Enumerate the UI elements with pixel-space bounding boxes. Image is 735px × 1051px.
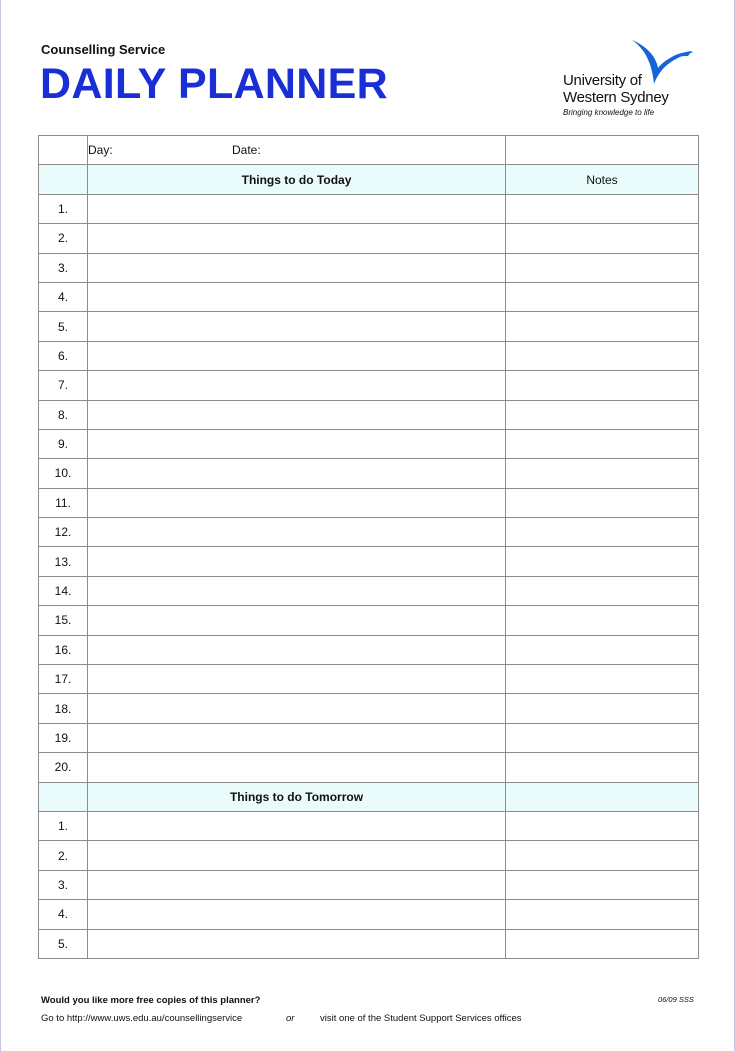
- today-task-cell[interactable]: [88, 371, 506, 400]
- table-row: [39, 429, 699, 458]
- footer-visit: visit one of the Student Support Services offices: [320, 1013, 522, 1024]
- today-row-number: 15.: [39, 606, 88, 635]
- tomorrow-row-number: 4.: [39, 900, 88, 929]
- footer-link[interactable]: Go to http://www.uws.edu.au/counsellingservice: [41, 1013, 243, 1024]
- day-date-row: [39, 136, 699, 165]
- today-header: Things to do Today: [88, 165, 506, 194]
- tomorrow-task-cell[interactable]: [88, 841, 506, 870]
- today-task-cell[interactable]: [88, 282, 506, 311]
- table-row: [39, 606, 699, 635]
- today-notes-cell[interactable]: [506, 459, 699, 488]
- today-task-cell[interactable]: [88, 312, 506, 341]
- today-task-cell[interactable]: [88, 723, 506, 752]
- today-notes-cell[interactable]: [506, 606, 699, 635]
- today-row-number: 19.: [39, 723, 88, 752]
- today-row-number: 9.: [39, 429, 88, 458]
- table-row: [39, 341, 699, 370]
- today-notes-cell[interactable]: [506, 429, 699, 458]
- tomorrow-notes-cell[interactable]: [506, 870, 699, 899]
- day-label: Day:: [88, 143, 113, 158]
- table-row: [39, 224, 699, 253]
- today-row-number: 18.: [39, 694, 88, 723]
- logo-tagline: Bringing knowledge to life: [563, 108, 655, 117]
- footer-question: Would you like more free copies of this planner?: [41, 995, 261, 1006]
- today-row-number: 5.: [39, 312, 88, 341]
- today-notes-cell[interactable]: [506, 547, 699, 576]
- service-name: Counselling Service: [41, 42, 166, 57]
- tomorrow-notes-cell[interactable]: [506, 900, 699, 929]
- today-row-number: 8.: [39, 400, 88, 429]
- date-label: Date:: [232, 143, 261, 158]
- tomorrow-row-number: 1.: [39, 811, 88, 840]
- today-notes-cell[interactable]: [506, 488, 699, 517]
- today-notes-cell[interactable]: [506, 723, 699, 752]
- tomorrow-task-cell[interactable]: [88, 870, 506, 899]
- today-notes-cell[interactable]: [506, 576, 699, 605]
- today-task-cell[interactable]: [88, 753, 506, 782]
- today-header-num: [39, 165, 88, 194]
- table-row: [39, 723, 699, 752]
- today-task-cell[interactable]: [88, 665, 506, 694]
- table-row: [39, 900, 699, 929]
- today-notes-cell[interactable]: [506, 224, 699, 253]
- today-notes-cell[interactable]: [506, 312, 699, 341]
- logo-line1: University of: [563, 72, 642, 89]
- today-task-cell[interactable]: [88, 576, 506, 605]
- today-task-cell[interactable]: [88, 341, 506, 370]
- today-task-cell[interactable]: [88, 224, 506, 253]
- table-row: [39, 811, 699, 840]
- table-row: [39, 753, 699, 782]
- today-notes-cell[interactable]: [506, 635, 699, 664]
- planner-table: [38, 135, 699, 959]
- today-row-number: 10.: [39, 459, 88, 488]
- today-notes-cell[interactable]: [506, 694, 699, 723]
- today-row-number: 14.: [39, 576, 88, 605]
- today-task-cell[interactable]: [88, 518, 506, 547]
- tomorrow-row-number: 5.: [39, 929, 88, 958]
- today-row-number: 2.: [39, 224, 88, 253]
- today-task-cell[interactable]: [88, 459, 506, 488]
- today-notes-cell[interactable]: [506, 400, 699, 429]
- logo-line2: Western Sydney: [563, 89, 669, 106]
- today-notes-cell[interactable]: [506, 665, 699, 694]
- tomorrow-notes-cell[interactable]: [506, 841, 699, 870]
- tomorrow-row-number: 2.: [39, 841, 88, 870]
- table-row: [39, 929, 699, 958]
- today-row-number: 6.: [39, 341, 88, 370]
- table-row: [39, 371, 699, 400]
- today-row-number: 17.: [39, 665, 88, 694]
- table-row: [39, 518, 699, 547]
- tomorrow-header-row: [39, 782, 699, 811]
- table-row: [39, 576, 699, 605]
- today-row-number: 7.: [39, 371, 88, 400]
- page-title: DAILY PLANNER: [40, 60, 388, 108]
- today-task-cell[interactable]: [88, 400, 506, 429]
- today-task-cell[interactable]: [88, 429, 506, 458]
- today-notes-cell[interactable]: [506, 253, 699, 282]
- tomorrow-task-cell[interactable]: [88, 900, 506, 929]
- today-task-cell[interactable]: [88, 694, 506, 723]
- tomorrow-task-cell[interactable]: [88, 811, 506, 840]
- tomorrow-notes-header: [506, 782, 699, 811]
- table-row: [39, 665, 699, 694]
- tomorrow-row-number: 3.: [39, 870, 88, 899]
- table-row: [39, 635, 699, 664]
- table-row: [39, 312, 699, 341]
- today-notes-cell[interactable]: [506, 518, 699, 547]
- today-notes-cell[interactable]: [506, 282, 699, 311]
- today-notes-cell[interactable]: [506, 753, 699, 782]
- notes-header: Notes: [506, 165, 699, 194]
- table-row: [39, 253, 699, 282]
- tomorrow-notes-cell[interactable]: [506, 811, 699, 840]
- table-row: [39, 488, 699, 517]
- today-row-number: 13.: [39, 547, 88, 576]
- today-row-number: 1.: [39, 194, 88, 223]
- table-row: [39, 870, 699, 899]
- today-task-cell[interactable]: [88, 547, 506, 576]
- table-row: [39, 194, 699, 223]
- today-row-number: 3.: [39, 253, 88, 282]
- today-row-number: 20.: [39, 753, 88, 782]
- table-row: [39, 694, 699, 723]
- table-row: [39, 282, 699, 311]
- day-date-notes-cell[interactable]: [506, 136, 699, 165]
- tomorrow-header: Things to do Tomorrow: [88, 782, 506, 811]
- tomorrow-notes-cell[interactable]: [506, 929, 699, 958]
- university-logo: [560, 38, 710, 128]
- table-row: [39, 459, 699, 488]
- today-task-cell[interactable]: [88, 253, 506, 282]
- corner-cell: [39, 136, 88, 165]
- tomorrow-header-num: [39, 782, 88, 811]
- today-task-cell[interactable]: [88, 635, 506, 664]
- day-date-cell[interactable]: [88, 136, 506, 165]
- tomorrow-task-cell[interactable]: [88, 929, 506, 958]
- table-row: [39, 547, 699, 576]
- today-task-cell[interactable]: [88, 606, 506, 635]
- today-notes-cell[interactable]: [506, 371, 699, 400]
- table-row: [39, 400, 699, 429]
- today-notes-cell[interactable]: [506, 194, 699, 223]
- today-row-number: 11.: [39, 488, 88, 517]
- footer-code: 06/09 SSS: [658, 995, 694, 1004]
- footer-or: or: [286, 1013, 295, 1024]
- today-task-cell[interactable]: [88, 194, 506, 223]
- today-row-number: 4.: [39, 282, 88, 311]
- table-row: [39, 841, 699, 870]
- today-notes-cell[interactable]: [506, 341, 699, 370]
- today-row-number: 16.: [39, 635, 88, 664]
- today-row-number: 12.: [39, 518, 88, 547]
- today-task-cell[interactable]: [88, 488, 506, 517]
- today-header-row: [39, 165, 699, 194]
